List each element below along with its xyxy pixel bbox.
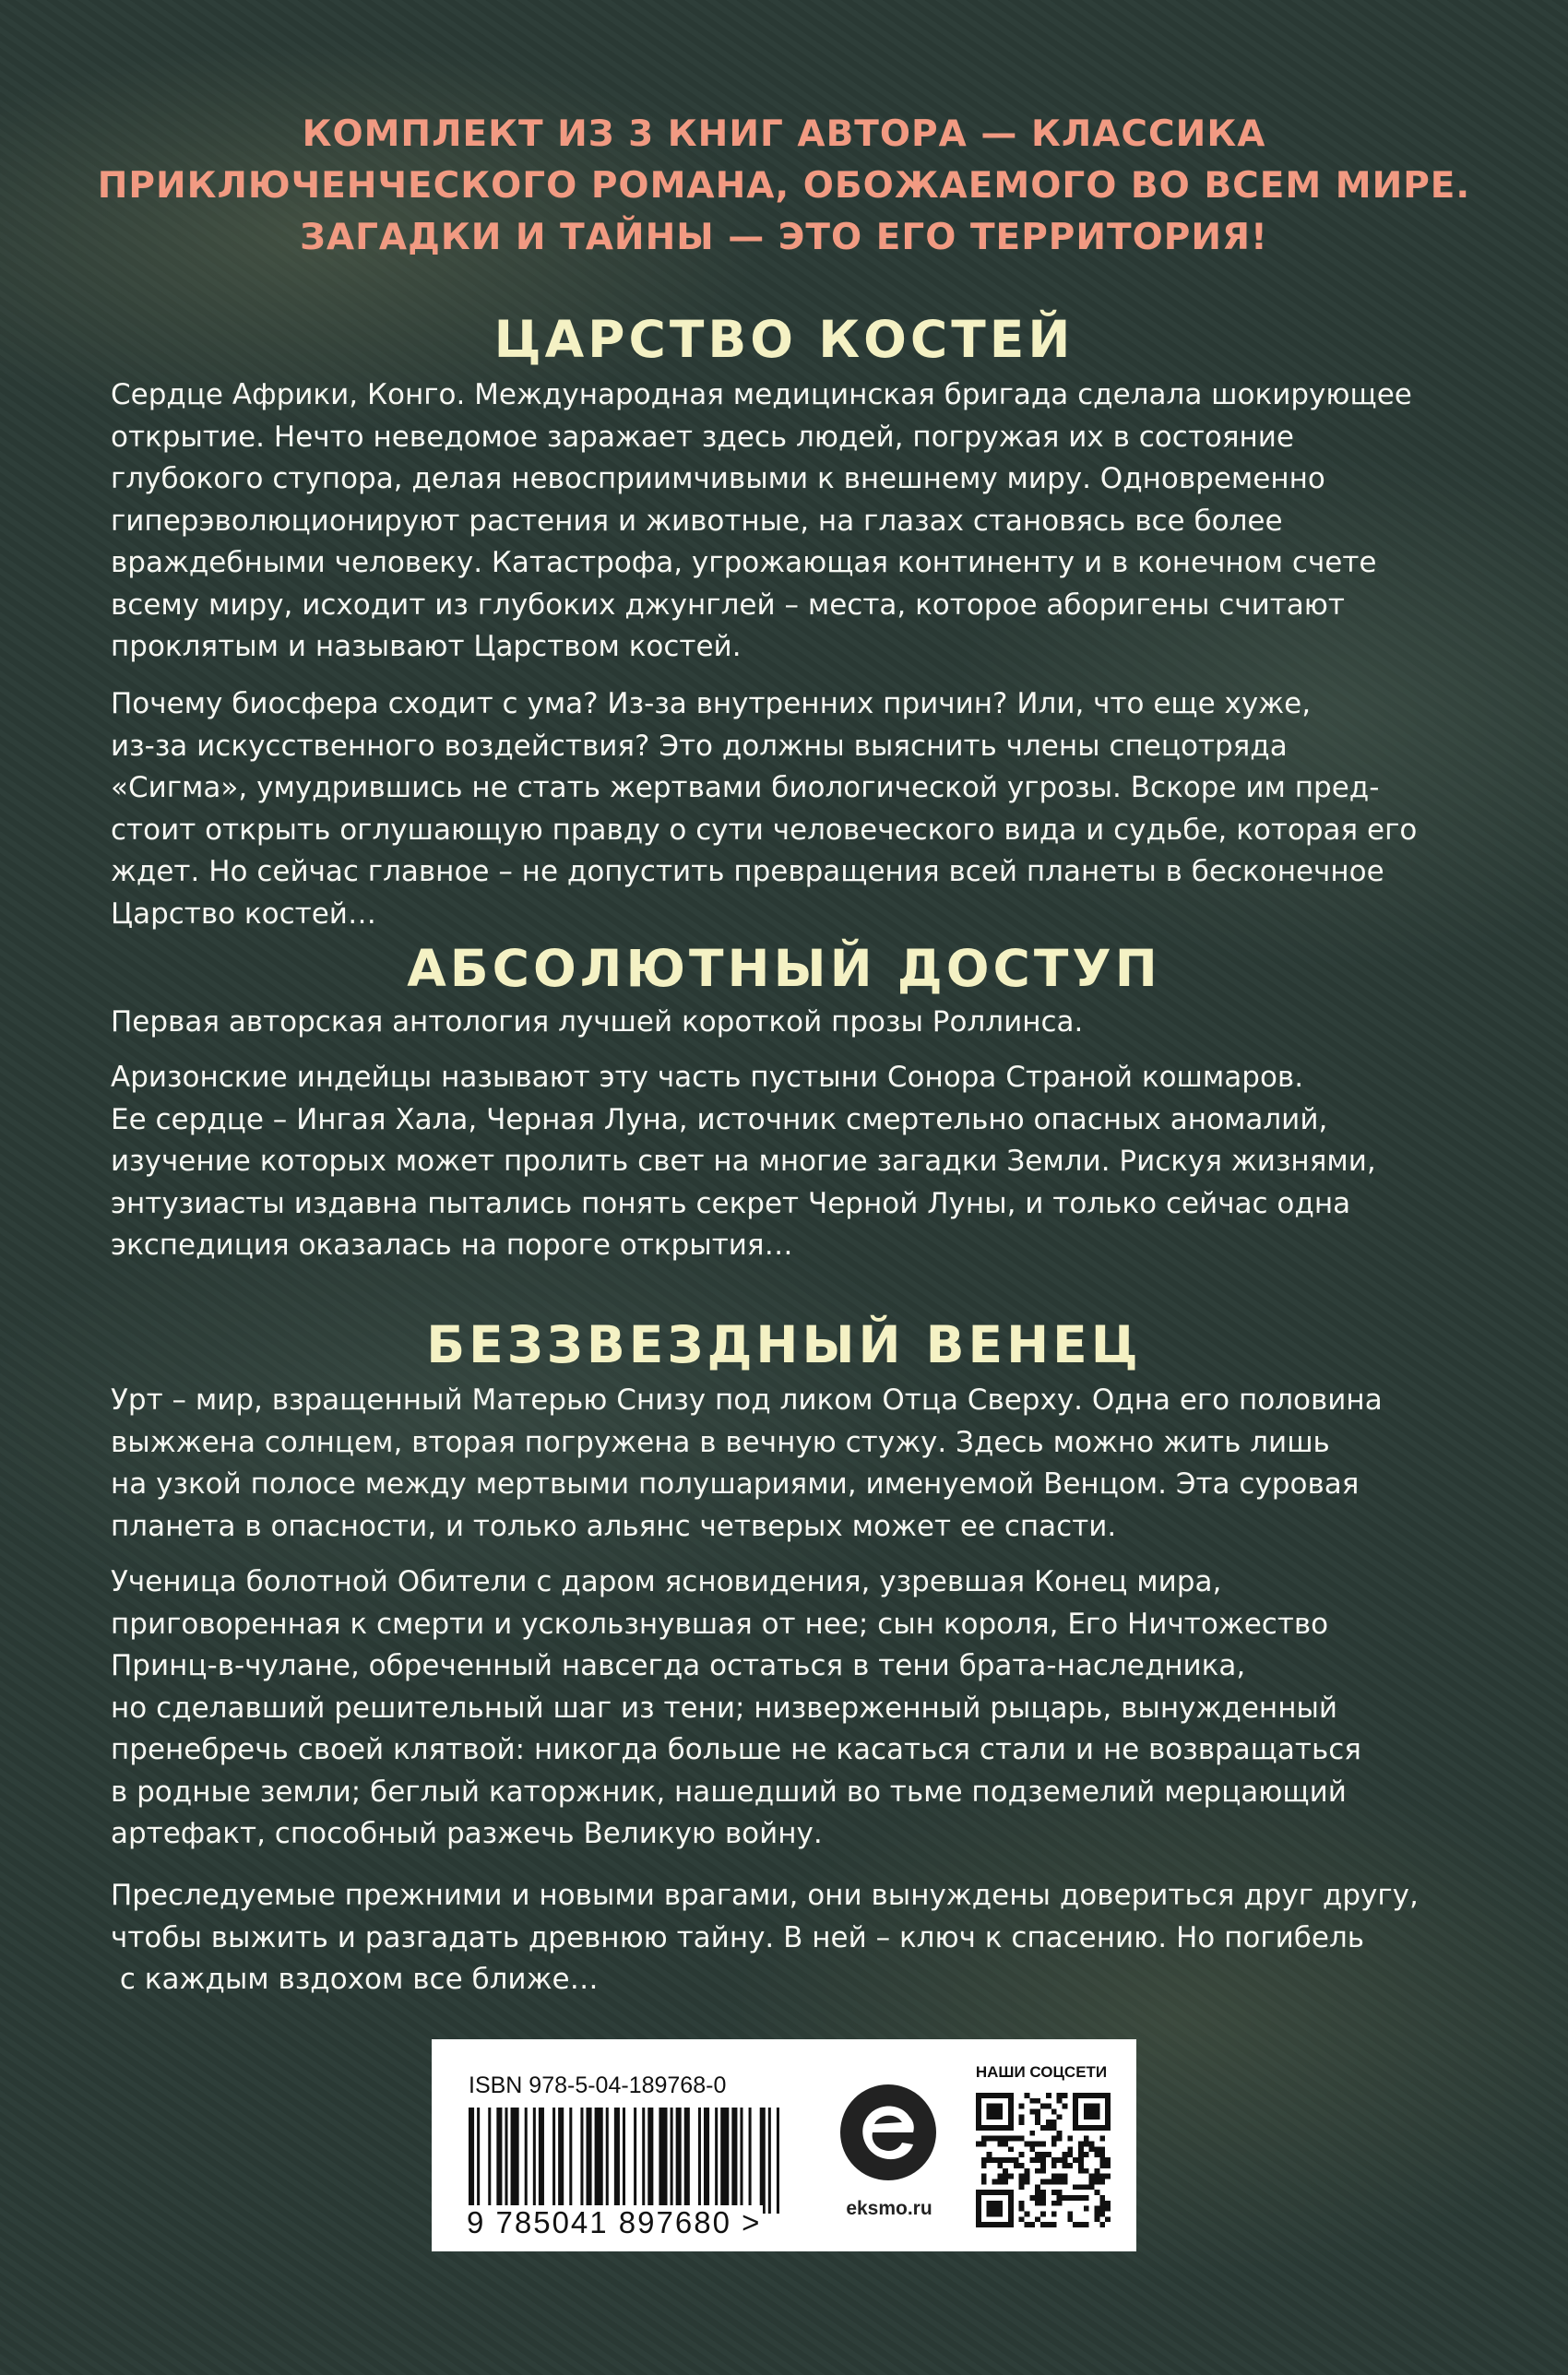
text-line: гиперэволюционируют растения и животные, на глазах становясь все более	[111, 504, 1283, 538]
book1-paragraph-1	[111, 374, 1457, 669]
text-line: Царство костей…	[111, 897, 376, 931]
barcode-panel	[432, 2039, 1136, 2251]
text-line: планета в опасности, и только альянс четверых может ее спасти.	[111, 1509, 1117, 1543]
text-line: открытие. Нечто неведомое заражает здесь людей, погружая их в состояние	[111, 420, 1294, 454]
promo-line: ЗАГАДКИ И ТАЙНЫ — ЭТО ЕГО ТЕРРИТОРИЯ!	[300, 217, 1268, 258]
text-line: энтузиасты издавна пытались понять секрет Черной Луны, и только сейчас одна	[111, 1186, 1351, 1220]
text-line: пренебречь своей клятвой: никогда больше не касаться стали и не возвращаться	[111, 1733, 1361, 1766]
eksmo-logo-icon	[837, 2082, 939, 2183]
text-line: артефакт, способный разжечь Великую войну.	[111, 1817, 823, 1850]
qr-code-icon	[976, 2093, 1111, 2227]
text-line: Сердце Африки, Конго. Международная медицинская бригада сделала шокирующее	[111, 378, 1412, 411]
text-line: Принц-в-чулане, обреченный навсегда остаться в тени брата-наследника,	[111, 1649, 1246, 1682]
text-line: с каждым вздохом все ближе…	[111, 1963, 599, 1996]
text-line: изучение которых может пролить свет на многие загадки Земли. Рискуя жизнями,	[111, 1145, 1376, 1178]
promo-line: ПРИКЛЮЧЕНЧЕСКОГО РОМАНА, ОБОЖАЕМОГО ВО ВСЕМ МИРЕ.	[97, 165, 1471, 207]
book1-title: ЦАРСТВО КОСТЕЙ	[493, 310, 1075, 369]
publisher-url: eksmo.ru	[846, 2198, 932, 2219]
social-label: НАШИ СОЦСЕТИ	[975, 2063, 1108, 2081]
text-line: Ученица болотной Обители с даром ясновидения, узревшая Конец мира,	[111, 1565, 1222, 1598]
book3-paragraph-1	[111, 1380, 1457, 1548]
isbn-label: ISBN 978-5-04-189768-0	[469, 2072, 727, 2098]
text-line: глубокого ступора, делая невосприимчивыми к внешнему миру. Одновременно	[111, 462, 1325, 495]
book3-title: БЕЗЗВЕЗДНЫЙ ВЕНЕЦ	[426, 1315, 1142, 1374]
text-line: Почему биосфера сходит с ума? Из-за внутренних причин? Или, что еще хуже,	[111, 687, 1312, 720]
text-line: чтобы выжить и разгадать древнюю тайну. В ней – ключ к спасению. Но погибель	[111, 1920, 1365, 1954]
text-line: экспедиция оказалась на пороге открытия…	[111, 1229, 793, 1262]
text-line: Аризонские индейцы называют эту часть пустыни Сонора Страной кошмаров.	[111, 1061, 1304, 1094]
text-line: стоит открыть оглушающую правду о сути человеческого вида и судьбе, которая его	[111, 813, 1418, 847]
text-line: Урт – мир, взращенный Матерью Снизу под ликом Отца Сверху. Одна его половина	[111, 1383, 1383, 1417]
book2-title: АБСОЛЮТНЫЙ ДОСТУП	[407, 939, 1161, 998]
promo-header	[0, 109, 1568, 264]
book2-paragraph-2	[111, 1057, 1457, 1267]
text-line: проклятым и называют Царством костей.	[111, 630, 742, 663]
text-line: в родные земли; беглый каторжник, нашедший во тьме подземелий мерцающий	[111, 1775, 1347, 1809]
promo-line: КОМПЛЕКТ ИЗ 3 КНИГ АВТОРА — КЛАССИКА	[302, 113, 1266, 155]
text-line: Ее сердце – Ингая Хала, Черная Луна, источник смертельно опасных аномалий,	[111, 1102, 1328, 1136]
barcode-icon	[469, 2108, 782, 2214]
text-line: выжжена солнцем, вторая погружена в вечную стужу. Здесь можно жить лишь	[111, 1425, 1330, 1459]
book3-paragraph-3	[111, 1875, 1457, 2001]
text-line: на узкой полосе между мертвыми полушариями, именуемой Венцом. Эта суровая	[111, 1467, 1360, 1501]
text-line: ждет. Но сейчас главное – не допустить превращения всей планеты в бесконечное	[111, 855, 1384, 888]
text-line: приговоренная к смерти и ускользнувшая от нее; сын короля, Его Ничтожество	[111, 1607, 1329, 1641]
text-line: всему миру, исходит из глубоких джунглей – места, которое аборигены считают	[111, 588, 1345, 622]
text-line: «Сигма», умудрившись не стать жертвами биологической угрозы. Вскоре им пред-	[111, 771, 1380, 804]
text-line: но сделавший решительный шаг из тени; низверженный рыцарь, вынужденный	[111, 1691, 1338, 1725]
book3-paragraph-2	[111, 1562, 1457, 1856]
barcode-digits: 9 785041 897680 >	[467, 2205, 762, 2239]
book1-paragraph-2	[111, 683, 1457, 935]
text-line: из-за искусственного воздействия? Это должны выяснить члены спецотряда	[111, 729, 1288, 763]
text-line: враждебными человеку. Катастрофа, угрожающая континенту и в конечном счете	[111, 546, 1377, 579]
text-line: Первая авторская антология лучшей короткой прозы Роллинса.	[111, 1005, 1084, 1039]
book2-paragraph-1	[111, 1002, 1457, 1044]
text-line: Преследуемые прежними и новыми врагами, они вынуждены довериться друг другу,	[111, 1879, 1419, 1912]
